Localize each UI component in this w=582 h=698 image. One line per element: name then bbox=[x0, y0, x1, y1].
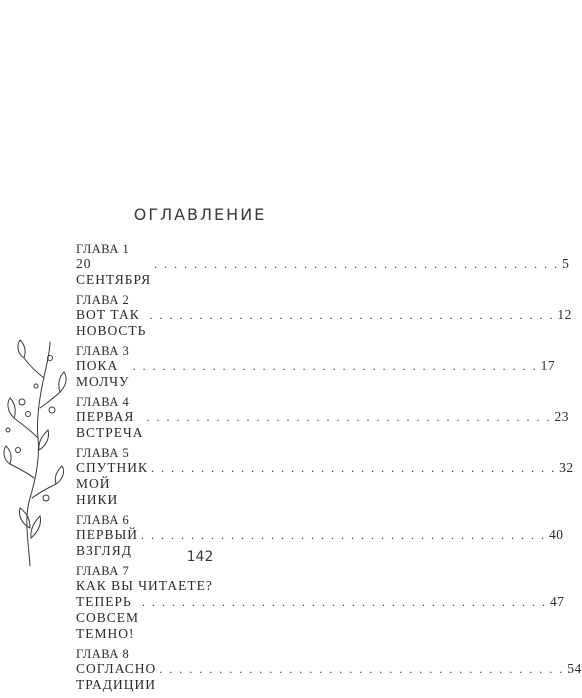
toc-entry-7[interactable] bbox=[76, 564, 565, 642]
chapter-number: ГЛАВА 4 bbox=[76, 395, 130, 409]
toc-entry-2[interactable] bbox=[76, 293, 572, 339]
chapter-title: ПОКА МОЛЧУ bbox=[76, 358, 130, 389]
toc-entry-4[interactable] bbox=[76, 395, 570, 441]
dot-leader: . . . . . . . . . . . . . . . . . . . . . . . . . . . . . . . . . . . . . . . . . bbox=[141, 528, 547, 542]
chapter-page: 12 bbox=[557, 307, 572, 322]
chapter-title: ВОТ ТАК НОВОСТЬ bbox=[76, 307, 147, 338]
chapter-title: ПЕРВЫЙ ВЗГЛЯД bbox=[76, 527, 139, 558]
chapter-number: ГЛАВА 3 bbox=[76, 344, 130, 358]
toc-entry-5[interactable] bbox=[76, 446, 574, 508]
page-number: 142 bbox=[186, 549, 214, 565]
toc-entry-3[interactable] bbox=[76, 344, 556, 390]
toc-title: ОГЛАВЛЕНИЕ bbox=[133, 205, 267, 224]
chapter-title-line1: КАК ВЫ ЧИТАЕТЕ? bbox=[76, 578, 213, 593]
chapter-page: 5 bbox=[562, 256, 570, 271]
chapter-page: 54 bbox=[567, 661, 582, 676]
dot-leader: . . . . . . . . . . . . . . . . . . . . . . . . . . . . . . . . . . . . . . . . . bbox=[146, 410, 552, 424]
dot-leader: . . . . . . . . . . . . . . . . . . . . . . . . . . . . . . . . . . . . . . . . . bbox=[159, 662, 565, 676]
botanical-sprig-icon bbox=[0, 338, 72, 568]
toc-list bbox=[76, 242, 582, 698]
chapter-number: ГЛАВА 2 bbox=[76, 293, 130, 307]
chapter-title: СПУТНИК МОЙ НИКИ bbox=[76, 460, 149, 507]
chapter-title: СОГЛАСНО ТРАДИЦИИ bbox=[76, 661, 157, 692]
chapter-number: ГЛАВА 8 bbox=[76, 647, 130, 661]
dot-leader: . . . . . . . . . . . . . . . . . . . . . . . . . . . . . . . . . . . . . . . . . bbox=[151, 461, 557, 475]
toc-entry-8[interactable] bbox=[76, 647, 582, 693]
chapter-page: 17 bbox=[540, 358, 556, 373]
chapter-page: 23 bbox=[554, 409, 570, 424]
chapter-page: 40 bbox=[549, 527, 564, 542]
toc-entry-1[interactable] bbox=[76, 242, 570, 288]
dot-leader: . . . . . . . . . . . . . . . . . . . . . . . . . . . . . . . . . . . . . . . . . bbox=[142, 595, 548, 609]
chapter-number: ГЛАВА 1 bbox=[76, 242, 130, 256]
chapter-number: ГЛАВА 7 bbox=[76, 564, 130, 578]
chapter-title: ПЕРВАЯ ВСТРЕЧА bbox=[76, 409, 144, 440]
dot-leader: . . . . . . . . . . . . . . . . . . . . . . . . . . . . . . . . . . . . . . . . . bbox=[149, 308, 555, 322]
chapter-title: ТЕПЕРЬ СОВСЕМ ТЕМНО! bbox=[76, 594, 140, 641]
dot-leader: . . . . . . . . . . . . . . . . . . . . . . . . . . . . . . . . . . . . . . . . . bbox=[132, 359, 538, 373]
chapter-title: 20 СЕНТЯБРЯ bbox=[76, 256, 152, 287]
dot-leader: . . . . . . . . . . . . . . . . . . . . . . . . . . . . . . . . . . . . . . . . . bbox=[154, 257, 560, 271]
chapter-number: ГЛАВА 6 bbox=[76, 513, 130, 527]
chapter-page: 47 bbox=[550, 594, 565, 609]
chapter-number: ГЛАВА 5 bbox=[76, 446, 130, 460]
chapter-page: 32 bbox=[559, 460, 574, 475]
